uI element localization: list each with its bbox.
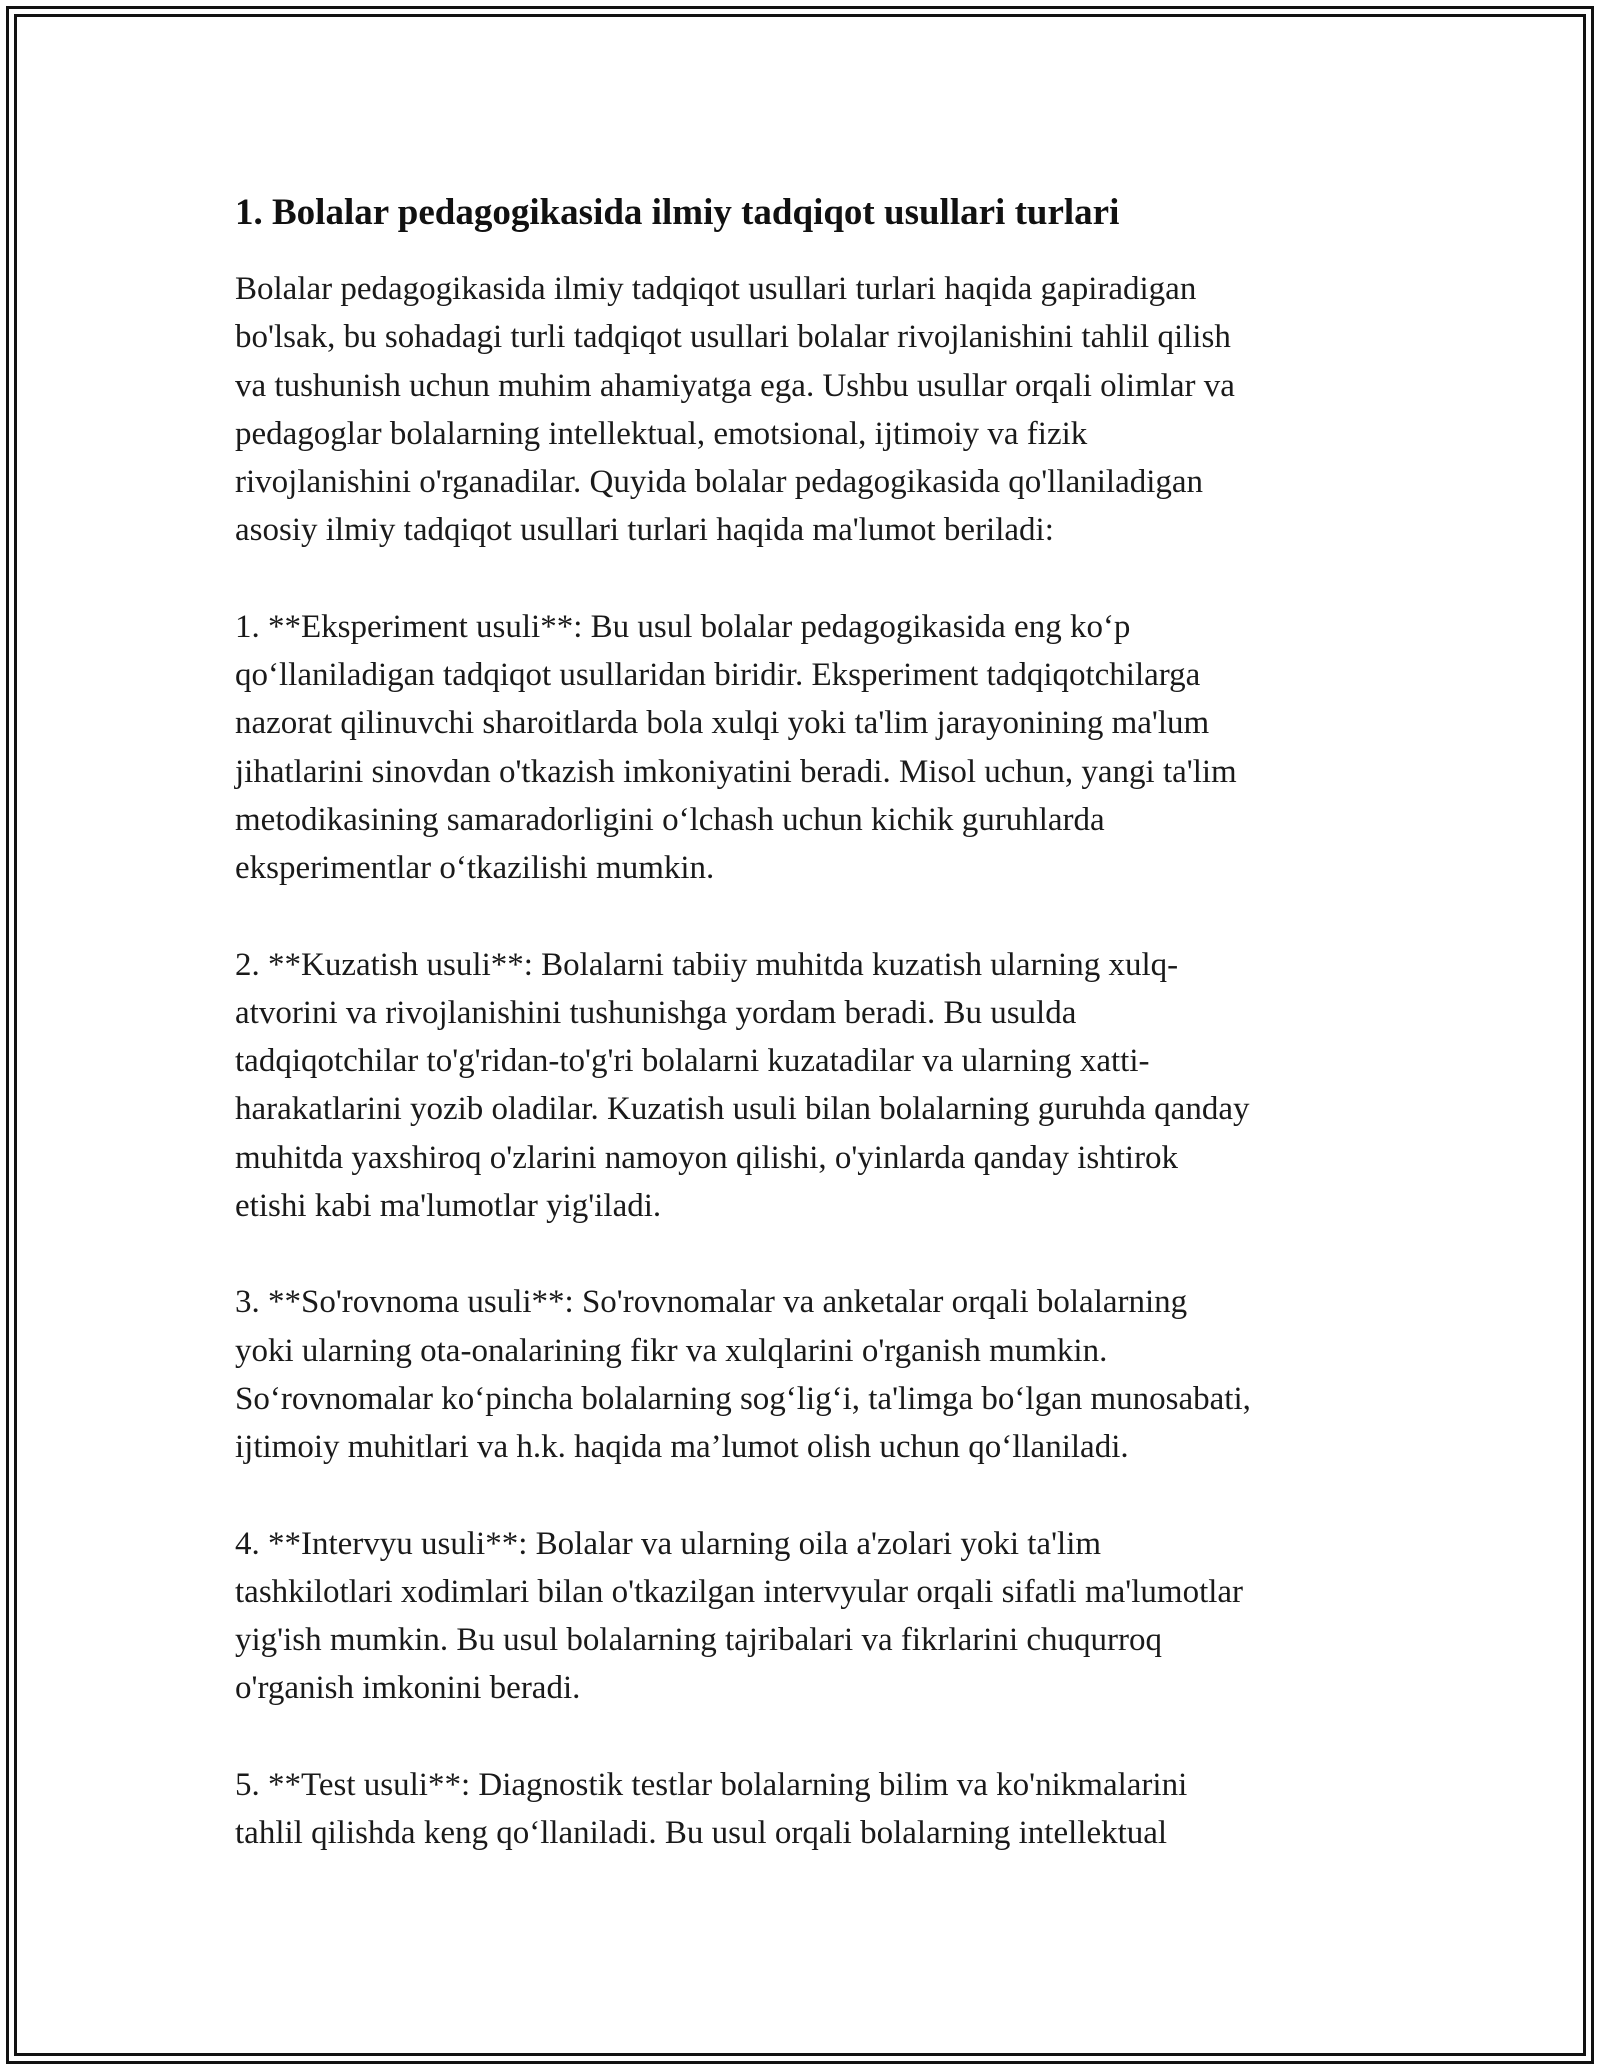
method-interview-paragraph: 4. **Intervyu usuli**: Bolalar va ularning oila a'zolari yoki ta'lim tashkilotlari xodimlari bilan o'tkazilgan intervyular orqali sifatli ma'lumotlar yig'ish mumkin. Bu usul bolalarning tajribalari va fikrlarini chuqurroq o'rganish imkonini beradi.: [235, 1525, 1244, 1707]
method-survey-paragraph: 3. **So'rovnoma usuli**: So'rovnomalar va anketalar orqali bolalarning yoki ularning ota-onalarining fikr va xulqlarini o'rganish mumkin. So‘rovnomalar ko‘pincha bolalarning sog‘lig‘i, ta'limga bo‘lgan munosabati, ijtimoiy muhitlari va h.k. haqida ma’lumot olish uchun qo‘llaniladi.: [235, 1284, 1251, 1466]
document-title: 1. Bolalar pedagogikasida ilmiy tadqiqot usullari turlari: [235, 192, 1120, 233]
method-test-paragraph: 5. **Test usuli**: Diagnostik testlar bolalarning bilim va ko'nikmalarini tahlil qilishda keng qo‘llaniladi. Bu usul orqali bolalarning intellektual: [235, 1766, 1188, 1852]
document-body: [235, 185, 1375, 1857]
method-observation-paragraph: 2. **Kuzatish usuli**: Bolalarni tabiiy muhitda kuzatish ularning xulq- atvorini va rivojlanishini tushunishga yordam beradi. Bu usulda tadqiqotchilar to'g'ridan-to'g'ri bolalarni kuzatadilar va ularning xatti- harakatlarini yozib oladilar. Kuzatish usuli bilan bolalarning guruhda qanday muhitda yaxshiroq o'zlarini namoyon qilishi, o'yinlarda qanday ishtirok etishi kabi ma'lumotlar yig'iladi.: [235, 946, 1250, 1225]
intro-paragraph: Bolalar pedagogikasida ilmiy tadqiqot usullari turlari haqida gapiradigan bo'lsak, bu sohadagi turli tadqiqot usullari bolalar rivojlanishini tahlil qilish va tushunish uchun muhim ahamiyatga ega. Ushbu usullar orqali olimlar va pedagoglar bolalarning intellektual, emotsional, ijtimoiy va fizik rivojlanishini o'rganadilar. Quyida bolalar pedagogikasida qo'llaniladigan asosiy ilmiy tadqiqot usullari turlari haqida ma'lumot beriladi:: [235, 271, 1235, 549]
method-experiment-paragraph: 1. **Eksperiment usuli**: Bu usul bolalar pedagogikasida eng ko‘p qo‘llaniladigan tadqiqot usullaridan biridir. Eksperiment tadqiqotchilarga nazorat qilinuvchi sharoitlarda bola xulqi yoki ta'lim jarayonining ma'lum jihatlarini sinovdan o'tkazish imkoniyatini beradi. Misol uchun, yangi ta'lim metodikasining samaradorligini o‘lchash uchun kichik guruhlarda eksperimentlar o‘tkazilishi mumkin.: [235, 608, 1237, 887]
